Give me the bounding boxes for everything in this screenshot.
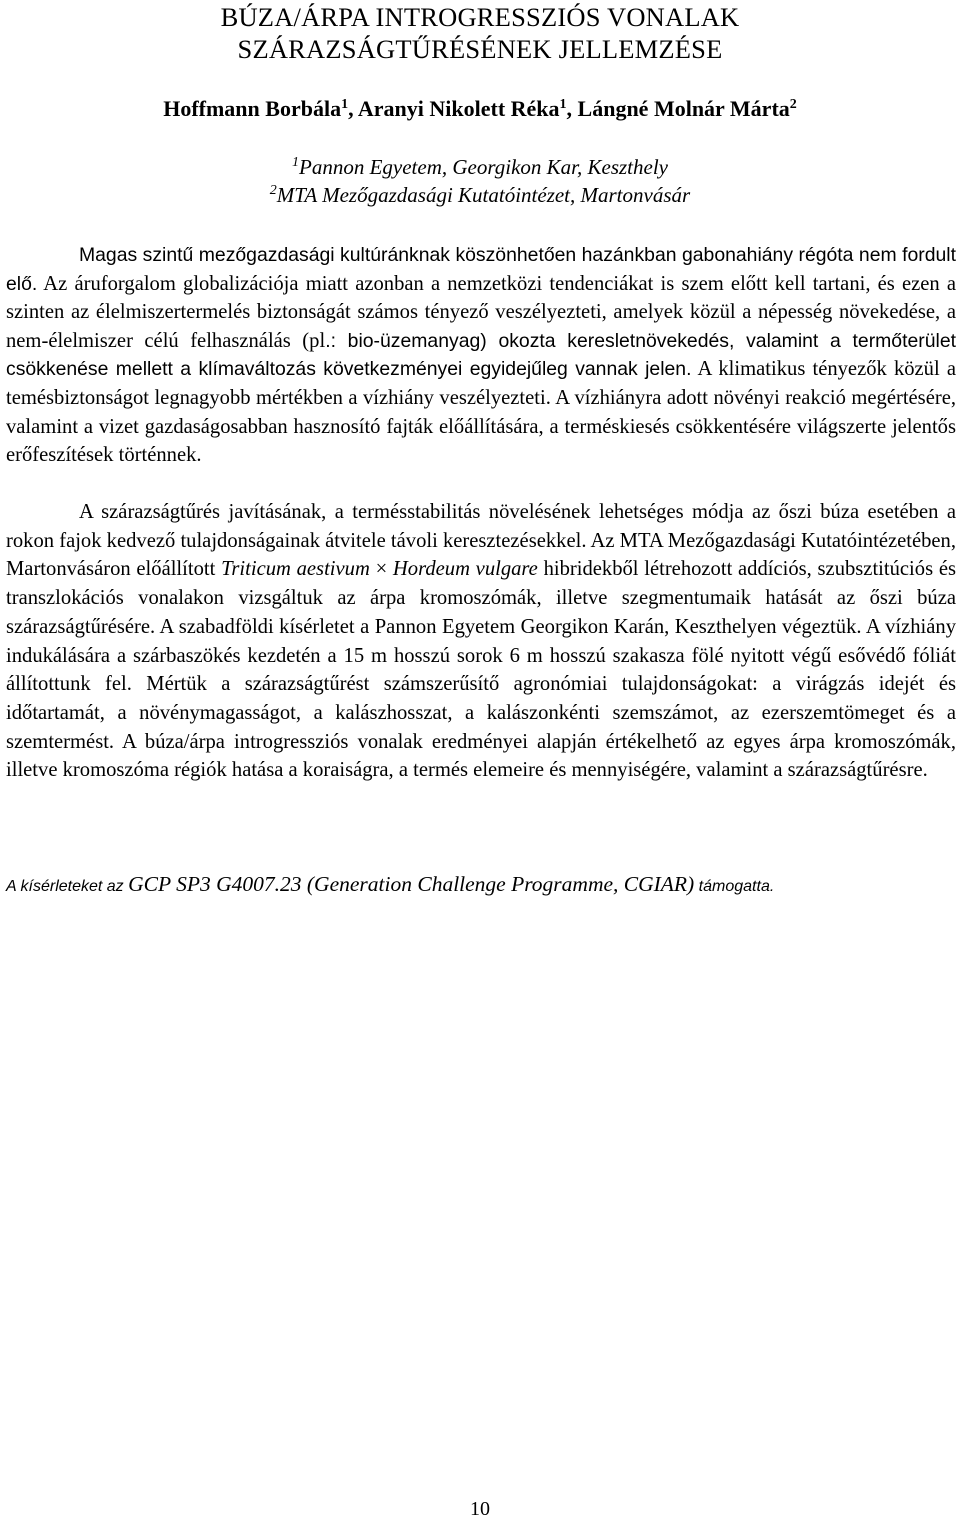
affiliation-text: Pannon Egyetem, Georgikon Kar, Keszthely: [299, 155, 668, 179]
abstract-paragraph-2: [6, 498, 956, 785]
author-name: Hoffmann Borbála: [163, 96, 342, 121]
ack-programme: GCP SP3 G4007.23 (Generation Challenge Programme, CGIAR): [128, 872, 695, 896]
paragraph-serif-text: A klimatikus tényezők közül a temésbiztonságot legnagyobb mértékben a vízhiány veszélyezteti.: [6, 358, 956, 409]
paragraph-text: A szárazságtűrés javításának, a termésstabilitás növelésének lehetséges módja az őszi búza esetében a rokon fajok kedvező tulajdonságainak átvitele távoli keresztezésekkel. Az MTA Mezőgazdasági Kutatóintézetében, Martonvásáron előállított: [6, 501, 956, 581]
ack-suffix: támogatta.: [694, 878, 775, 895]
author-separator: ,: [348, 96, 358, 121]
affiliation-mark: 1: [292, 155, 299, 170]
author-affiliation-mark: 2: [789, 97, 797, 112]
abstract-paragraph-1: [6, 241, 956, 470]
page-number: 10: [470, 1498, 490, 1520]
affiliation-1: [0, 153, 960, 181]
author-affiliation-mark: 1: [341, 97, 349, 112]
affiliation-text: MTA Mezőgazdasági Kutatóintézet, Martonvásár: [276, 183, 691, 207]
paragraph-serif-text: A vízhiányra adott növényi reakció megértésére, valamint a vizet gazdaságosabban hasznosító fajták előállítására, a terméskiesés csökkentésére világszerte jelentős erőfeszítések történnek.: [6, 386, 956, 467]
affiliation-mark: 2: [269, 183, 277, 198]
species-name: Triticum aestivum: [221, 558, 370, 581]
author-list: [0, 94, 960, 124]
author-name: Lángné Molnár Márta: [577, 96, 790, 121]
author-name: Aranyi Nikolett Réka: [357, 96, 560, 121]
paragraph-sans-text: Magas szintű mezőgazdasági kultúránknak köszönhetően hazánkban gabonahiány régóta nem fordult elő.: [6, 244, 956, 295]
paragraph-sans-text: .: bio-üzemanyag) okozta keresletnövekedés, valamint a termőterület csökkenése mellett a klímaváltozás következményei egyidejűleg vannak jelen.: [6, 329, 956, 381]
affiliation-2: [0, 181, 960, 209]
author-affiliation-mark: 1: [559, 97, 567, 112]
author-separator: ,: [566, 96, 578, 121]
species-name: Hordeum vulgare: [392, 558, 538, 581]
paragraph-serif-text: Az áruforgalom globalizációja miatt azonban a nemzetközi tendenciákat is szem előtt kell tartani, és ezen a szinten az élelmiszertermelés biztonságát számos tényező veszélyezteti, amelyek közül a népesség növekedése, a nem-élelmiszer célú felhasználás (pl: [6, 272, 956, 352]
acknowledgement: [6, 870, 956, 901]
ack-prefix: A kísérleteket az: [6, 878, 129, 895]
title-line-2: SZÁRAZSÁGTŰRÉSÉNEK JELLEMZÉSE: [237, 34, 723, 64]
title-line-1: BÚZA/ÁRPA INTROGRESSZIÓS VONALAK: [220, 2, 740, 32]
paragraph-text: hibridekből létrehozott addíciós, szubsztitúciós és transzlokációs vonalakon vizsgáltuk az árpa kromoszómák, illetve szegmentumaik hatását az őszi búza szárazságtűrésére. A szabadföldi kísérletet a Pannon Egyetem Georgikon Karán, Keszthelyen végeztük. A vízhiány indukálására a szárbaszökés kezdetén a 15 m hosszú sorok 6 m hosszú szakasza fölé nyitott végű esővédő fóliát állítottunk fel. Mértük a szárazságtűrést számszerűsítő agronómiai tulajdonságokat: a virágzás idejét és időtartamát, a növénymagasságot, a kalászhosszat, a kalászonkénti szemszámot, az ezerszemtömeget és a szemtermést. A búza/árpa introgressziós vonalak eredményei alapján értékelhető az egyes árpa kromoszómák, illetve kromoszóma régiók hatása a koraiságra, a termés elemeire és mennyiségére, valamint a szárazságtűrésre.: [6, 558, 956, 782]
cross-symbol: ×: [369, 558, 393, 581]
